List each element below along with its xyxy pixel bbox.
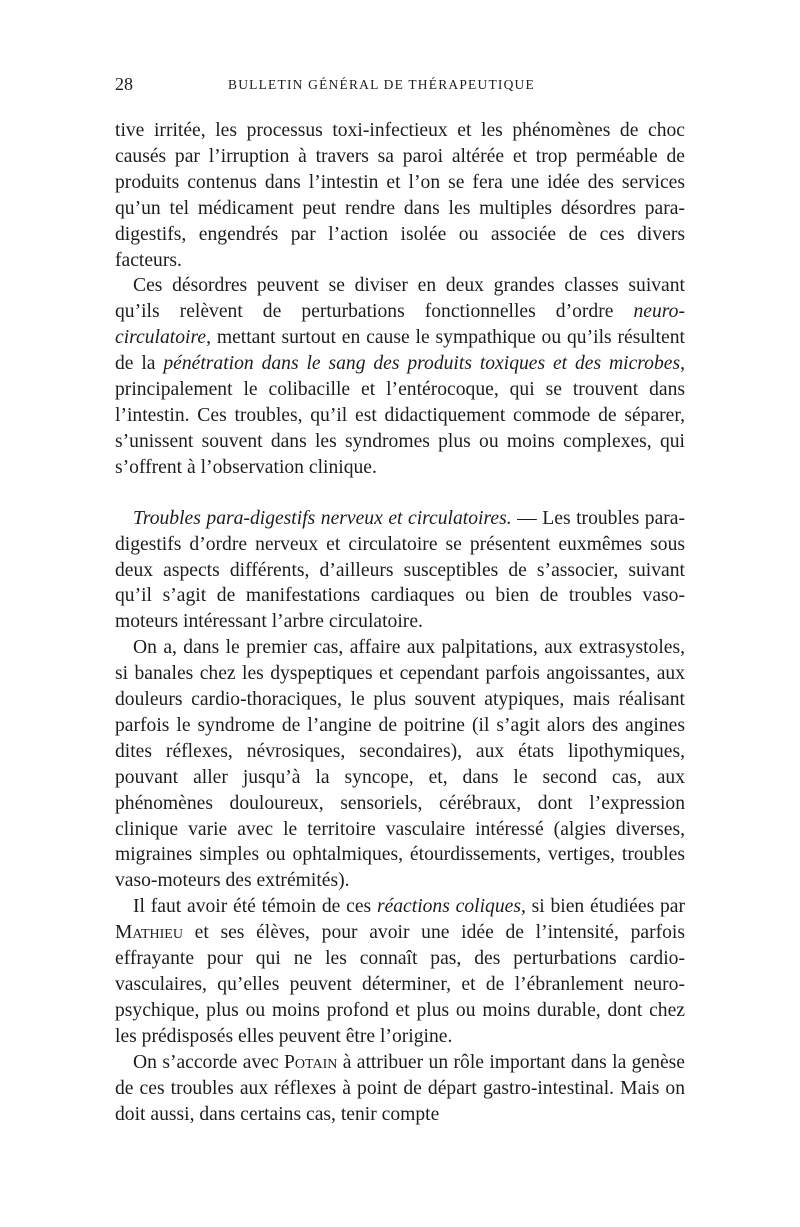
text-run: On s’accorde avec xyxy=(133,1051,285,1073)
paragraph-6 xyxy=(115,1050,685,1128)
text-run: — Les troubles para-digestifs d’ordre nerveux et circulatoire se présentent euxmêmes sous deux aspects différents, d’ailleurs susceptibles de s’associer, suivant qu’il s’agit de manifestations cardiaques ou bien de troubles vaso-moteurs intéressant l’arbre circulatoire. xyxy=(115,507,686,633)
section-paragraph xyxy=(115,506,685,636)
italic-term: réactions coliques xyxy=(376,896,521,918)
text-run: , principalement le colibacille et l’entérocoque, qui se trouvent dans l’intestin. Ces troubles, qu’il est didactiquement commode de séparer, s’unissent souvent dans les syndromes plus ou moins complexes, qui s’offrent à l’observation clinique. xyxy=(115,353,685,478)
text-run: , mettant surtout en cause le sympathique ou qu’ils résultent de la xyxy=(115,327,685,375)
paragraph-1: tive irritée, les processus toxi-infectieux et les phénomènes de choc causés par l’irruption à travers sa paroi altérée et trop perméable de produits contenus dans l’intestin et l’on se fera une idée des services qu’un tel médicament peut rendre dans les multiples désordres para-digestifs, engendrés par l’action isolée ou associée de ces divers facteurs. xyxy=(115,120,685,271)
book-page xyxy=(115,74,685,1127)
text-run: à attribuer un rôle important dans la genèse de ces troubles aux réflexes à point de départ gastro-intestinal. Mais on doit aussi, dans certains cas, tenir compte xyxy=(115,1051,685,1125)
body-text xyxy=(115,118,685,1127)
paragraph-4: On a, dans le premier cas, affaire aux palpitations, aux extrasystoles, si banales chez les dyspeptiques et cependant parfois angoissantes, aux douleurs cardio-thoraciques, le plus souvent atypiques, mais réalisant parfois le syndrome de l’angine de poitrine (il s’agit alors des angines dites réflexes, névrosiques, secondaires), aux états lipothymiques, pouvant aller jusqu’à la syncope, et, dans le second cas, aux phénomènes douloureux, sensoriels, cérébraux, dont l’expression clinique varie avec le territoire vasculaire intéressé (algies diverses, migraines simples ou ophtalmiques, étourdissements, vertiges, troubles vaso-moteurs des extrémités). xyxy=(115,637,685,892)
text-run: Il faut avoir été témoin de ces xyxy=(133,896,377,918)
author-name: Mathieu xyxy=(115,922,183,944)
text-run: Ces désordres peuvent se diviser en deux grandes classes suivant qu’ils relèvent de perturbations fonctionnelles d’ordre xyxy=(115,275,685,323)
text-run: et ses élèves, pour avoir une idée de l’intensité, parfois effrayante pour qui ne les connaît pas, des perturbations cardio-vasculaires, qu’elles peuvent déterminer, et de l’ébranlement neuro-psychique, plus ou moins profond et plus ou moins durable, dont chez les prédisposés elles peuvent être l’origine. xyxy=(115,922,685,1047)
italic-term: neuro-circulatoire xyxy=(115,301,685,349)
italic-term: pénétration dans le sang des produits toxiques et des microbes xyxy=(163,353,681,375)
running-title: BULLETIN GÉNÉRAL DE THÉRAPEUTIQUE xyxy=(228,77,535,92)
author-name: Potain xyxy=(284,1051,338,1073)
running-header xyxy=(115,74,685,104)
page-number: 28 xyxy=(115,74,133,94)
text-run: , si bien étudiées par xyxy=(520,896,685,918)
paragraph-2 xyxy=(115,273,685,480)
paragraph-5 xyxy=(115,894,685,1049)
section-heading: Troubles para-digestifs nerveux et circulatoires. xyxy=(133,507,512,529)
